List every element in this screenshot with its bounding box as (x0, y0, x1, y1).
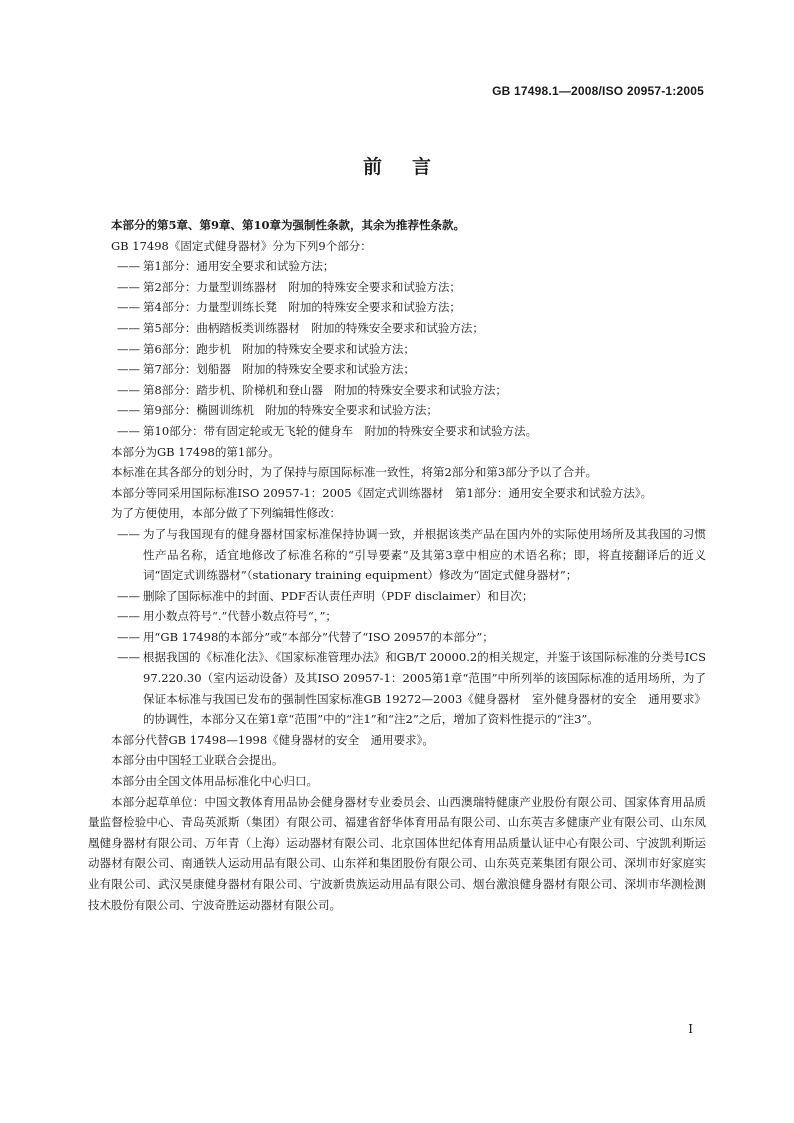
drafters-paragraph: 本部分起草单位：中国文教体育用品协会健身器材专业委员会、山西澳瑞特健康产业股份有限公司、国家体育用品质量监督检验中心、青岛英派斯（集团）有限公司、福建省舒华体育用品有限公司、山东英吉多健康产业有限公司、山东凤凰健身器材有限公司、万年青（上海）运动器材有限公司、北京国体世纪体育用品质量认证中心有限公司、宁波凯利斯运动器材有限公司、南通铁人运动用品有限公司、山东祥和集团股份有限公司、山东英克莱集团有限公司、深圳市好家庭实业有限公司、武汉昊康健身器材有限公司、宁波新贵族运动用品有限公司、烟台激浪健身器材有限公司、深圳市华测检测技术股份有限公司、宁波奇胜运动器材有限公司。 (88, 794, 706, 912)
series-intro: GB 17498《固定式健身器材》分为下列9个部分： (111, 238, 372, 253)
editorial-change-item: —— 根据我国的《标准化法》、《国家标准管理办法》和GB/T 20000.2的相关规定，并鉴于该国际标准的分类号ICS 97.220.30（室内运动设备）及其ISO 20957-1：2005第1章“范围”中所列举的该国际标准的适用场所，为了保证本标准与我国已发布的强制性国家标准GB 19272—2003《健身器材 室外健身器材的安全 通用要求》的协调性，本部分又在第1章“范围”中的“注1”和“注2”之后，增加了资料性提示的“注3”。 (117, 650, 706, 727)
editorial-change-item: —— 用小数点符号“.”代替小数点符号“，”； (117, 609, 337, 624)
part-item: —— 第1部分：通用安全要求和试验方法； (117, 259, 335, 274)
editorial-change-item: —— 删除了国际标准中的封面、PDF否认责任声明（PDF disclaimer）和目次； (117, 588, 534, 603)
part-item: —— 第7部分：划船器 附加的特殊安全要求和试验方法； (117, 362, 415, 377)
replaces-paragraph: 本部分代替GB 17498—1998《健身器材的安全 通用要求》。 (111, 732, 434, 747)
part-item: —— 第8部分：踏步机、阶梯机和登山器 附加的特殊安全要求和试验方法； (117, 382, 507, 397)
merge-paragraph: 本标准在其各部分的划分时，为了保持与原国际标准一致性，将第2部分和第3部分予以了合并。 (111, 465, 598, 480)
equivalent-paragraph: 本部分等同采用国际标准ISO 20957-1：2005《固定式训练器材 第1部分：通用安全要求和试验方法》。 (111, 485, 653, 500)
part-item: —— 第9部分：椭圆训练机 附加的特殊安全要求和试验方法； (117, 403, 438, 418)
part-item: —— 第4部分：力量型训练长凳 附加的特殊安全要求和试验方法； (117, 300, 461, 315)
editorial-changes-list (88, 524, 706, 730)
part-item: —— 第10部分：带有固定轮或无飞轮的健身车 附加的特殊安全要求和试验方法。 (117, 423, 538, 438)
editorial-change-item: —— 为了与我国现有的健身器材国家标准保持协调一致，并根据该类产品在国内外的实际使用场所及其我国的习惯性产品名称，适宜地修改了标准名称的“引导要素”及其第3章中相应的术语名称；即，将直接翻译后的近义词“固定式训练器材”（stationary training equipment）修改为“固定式健身器材”； (117, 526, 706, 583)
proposed-by-paragraph: 本部分由中国轻工业联合会提出。 (111, 753, 284, 768)
part-item: —— 第2部分：力量型训练器材 附加的特殊安全要求和试验方法； (117, 279, 461, 294)
parts-list (88, 256, 706, 441)
editorial-change-item: —— 用“GB 17498的本部分”或“本部分”代替了“ISO 20957的本部分”； (117, 629, 494, 644)
standard-code: GB 17498.1—2008/ISO 20957-1:2005 (492, 84, 704, 98)
foreword-body (88, 215, 706, 915)
mandatory-clauses-note: 本部分的第5章、第9章、第10章为强制性条款，其余为推荐性条款。 (111, 218, 466, 232)
editorial-intro: 为了方便使用，本部分做了下列编辑性修改： (111, 506, 341, 521)
part-item: —— 第5部分：曲柄踏板类训练器材 附加的特殊安全要求和试验方法； (117, 320, 484, 335)
part-of-paragraph: 本部分为GB 17498的第1部分。 (111, 444, 280, 459)
page-title: 前言 (362, 156, 461, 178)
administered-by-paragraph: 本部分由全国文体用品标准化中心归口。 (111, 774, 318, 789)
page-number: I (688, 1022, 693, 1036)
part-item: —— 第6部分：跑步机 附加的特殊安全要求和试验方法； (117, 341, 415, 356)
